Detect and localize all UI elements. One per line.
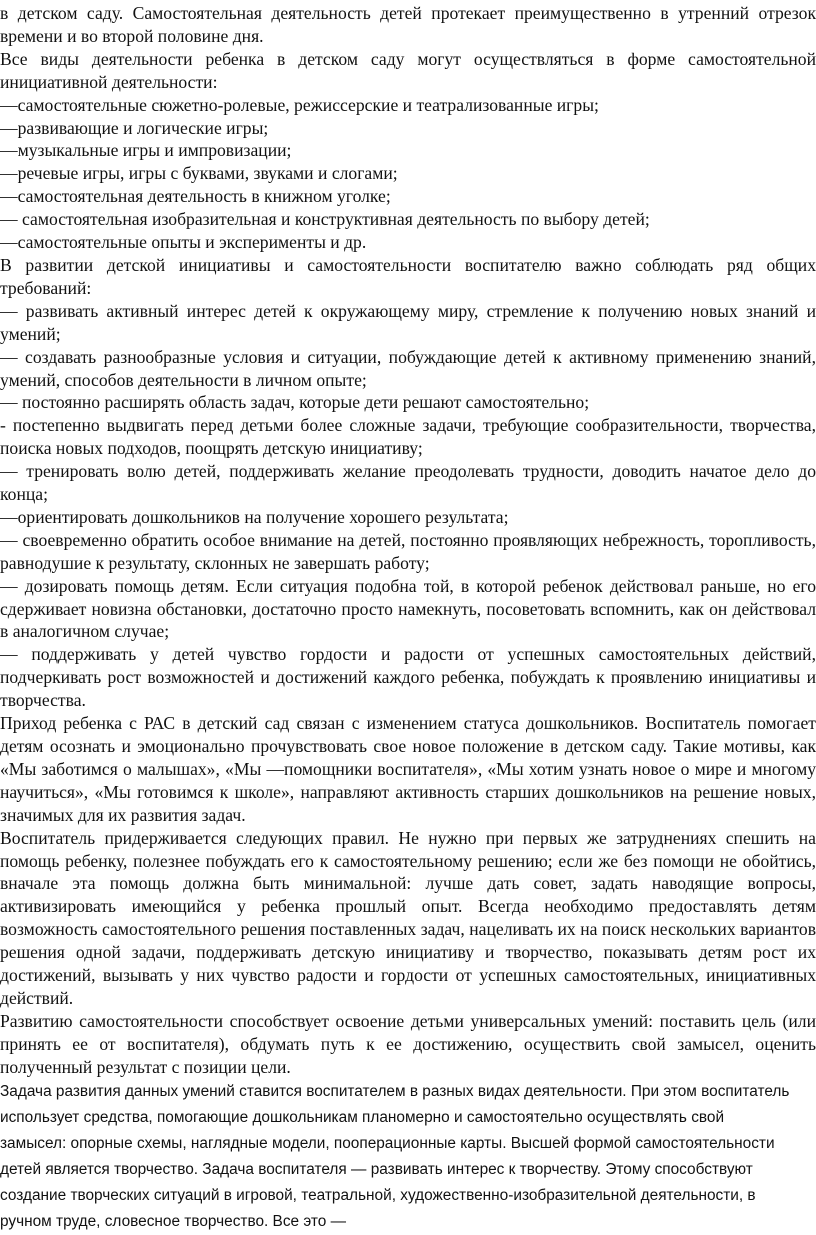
list-item: —самостоятельные сюжетно-ролевые, режиссерские и театрализованные игры; <box>0 94 599 115</box>
list-item: — развивать активный интерес детей к окружающему миру, стремление к получению новых знаний и умений; <box>0 300 816 344</box>
list-item: — самостоятельная изобразительная и конструктивная деятельность по выбору детей; <box>0 209 650 230</box>
paragraph: в детском саду. Самостоятельная деятельность детей протекает преимущественно в утренний отрезок времени и во второй половине дня. <box>0 3 816 46</box>
paragraph: Воспитатель придерживается следующих правил. Не нужно при первых же затруднениях спешить на помощь ребенку, полезнее побуждать его к самостоятельному решению; если же без помощи не обойтись, вначале эта помощь должна быть минимальной: лучше дать совет, задать наводящие вопросы, активизировать имеющийся у ребенка прошлый опыт. Всегда необходимо предоставлять детям возможность самостоятельного решения поставленных задач, нацеливать их на поиск нескольких вариантов решения одной задачи, поддерживать детскую инициативу и творчество, показывать детям рост их достижений, вызывать у них чувство радости и гордости от успешных самостоятельных, инициативных действий. <box>0 827 816 1008</box>
list-item: —ориентировать дошкольников на получение хорошего результата; <box>0 506 509 527</box>
list-item: — поддерживать у детей чувство гордости и радости от успешных самостоятельных действий, подчеркивать рост возможностей и достижений каждого ребенка, побуждать к проявлению инициативы и творчества. <box>0 644 816 711</box>
paragraph: Развитию самостоятельности способствует освоение детьми универсальных умений: поставить цель (или принять ее от воспитателя), обдумать путь к ее достижению, осуществить свой замысел, оценить полученный результат с позиции цели. <box>0 1010 816 1077</box>
list-item: — создавать разнообразные условия и ситуации, побуждающие детей к активному применению знаний, умений, способов деятельности в личном опыте; <box>0 346 816 390</box>
text-line: детей является творчество. Задача воспитателя — развивать интерес к творчеству. Этому способствуют <box>0 1160 753 1178</box>
list-item: — своевременно обратить особое внимание на детей, постоянно проявляющих небрежность, торопливость, равнодушие к результату, склонных не завершать работу; <box>0 529 816 573</box>
list-item: —развивающие и логические игры; <box>0 117 269 138</box>
sans-body <box>0 1079 816 1235</box>
list-item: — дозировать помощь детям. Если ситуация подобна той, в которой ребенок действовал раньше, но его сдерживает новизна обстановки, достаточно просто намекнуть, посоветовать вспомнить, как он действовал в аналогичном случае; <box>0 575 816 642</box>
paragraph: Все виды деятельности ребенка в детском саду могут осуществляться в форме самостоятельной инициативной деятельности: <box>0 48 816 92</box>
paragraph: Приход ребенка с РАС в детский сад связан с изменением статуса дошкольников. Воспитатель помогает детям осознать и эмоционально прочувствовать свое новое положение в детском саду. Такие мотивы, как «Мы заботимся о малышах», «Мы —помощники воспитателя», «Мы хотим узнать новое о мире и многому научиться», «Мы готовимся к школе», направляют активность старших дошкольников на решение новых, значимых для их развития задач. <box>0 713 816 825</box>
list-item: — тренировать волю детей, поддерживать желание преодолевать трудности, доводить начатое дело до конца; <box>0 461 816 505</box>
list-item: —речевые игры, игры с буквами, звуками и слогами; <box>0 163 398 184</box>
list-item: — постоянно расширять область задач, которые дети решают самостоятельно; <box>0 392 590 413</box>
text-line: замысел: опорные схемы, наглядные модели, пооперационные карты. Высшей формой самостоятельности <box>0 1134 775 1152</box>
text-line: Задача развития данных умений ставится воспитателем в разных видах деятельности. При этом воспитатель <box>0 1082 790 1100</box>
text-line: ручном труде, словесное творчество. Все это — <box>0 1212 346 1230</box>
text-line: использует средства, помогающие дошкольникам планомерно и самостоятельно осуществлять свой <box>0 1108 725 1126</box>
list-item: —самостоятельная деятельность в книжном уголке; <box>0 186 391 207</box>
list-item: —самостоятельные опыты и эксперименты и др. <box>0 232 367 253</box>
paragraph: В развитии детской инициативы и самостоятельности воспитателю важно соблюдать ряд общих требований: <box>0 254 816 298</box>
text-line: создание творческих ситуаций в игровой, театральной, художественно-изобразительной деятельности, в <box>0 1186 756 1204</box>
serif-body <box>0 2 816 1079</box>
list-item: —музыкальные игры и импровизации; <box>0 140 292 161</box>
list-item: - постепенно выдвигать перед детьми более сложные задачи, требующие сообразительности, творчества, поиска новых подходов, поощрять детскую инициативу; <box>0 415 816 459</box>
